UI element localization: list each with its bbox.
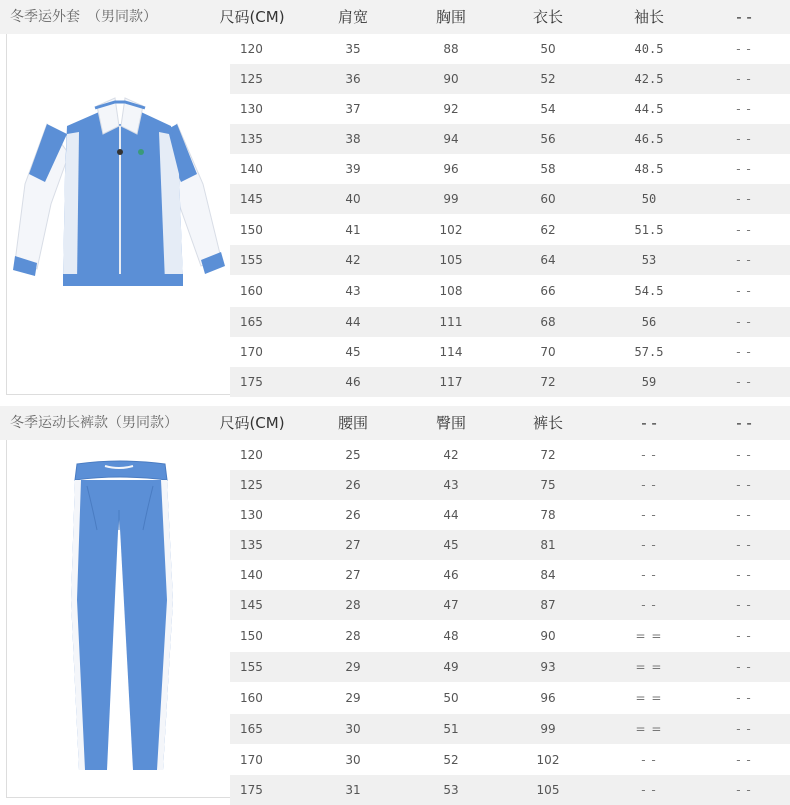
cell-chest: 105 <box>439 253 463 267</box>
cell-size: 160 <box>240 284 263 298</box>
table-row <box>230 714 790 744</box>
cell-shoulder: 38 <box>345 132 361 146</box>
cell-length: 68 <box>540 315 556 329</box>
pants-header-length: 裤长 <box>532 414 564 432</box>
cell-hip: 50 <box>443 691 459 705</box>
jacket-header-size: 尺码(CM) <box>219 8 285 26</box>
cell-chest: 102 <box>439 223 463 237</box>
cell-hip: 45 <box>443 538 459 552</box>
cell-blank: - - <box>736 783 752 797</box>
cell-waist: 27 <box>345 568 361 582</box>
cell-blank: - - <box>736 192 752 206</box>
table-row <box>230 440 790 470</box>
jacket-table-header <box>0 0 790 34</box>
cell-hip: 49 <box>443 660 459 674</box>
cell-length: 105 <box>536 783 560 797</box>
cell-length: 72 <box>540 448 556 462</box>
cell-sleeve: 50 <box>641 192 657 206</box>
cell-chest: 117 <box>439 375 463 389</box>
cell-length: 96 <box>540 691 556 705</box>
cell-hip: 53 <box>443 783 459 797</box>
cell-size: 175 <box>240 375 263 389</box>
cell-blank: - - <box>736 660 752 674</box>
cell-sleeve: 57.5 <box>634 345 664 359</box>
cell-blank: = = <box>635 660 663 674</box>
pants-illustration <box>7 440 231 797</box>
cell-blank: - - <box>736 629 752 643</box>
pants-header-waist: 腰围 <box>337 414 369 432</box>
table-row <box>230 64 790 94</box>
jacket-header-shoulder: 肩宽 <box>337 8 369 26</box>
cell-length: 50 <box>540 42 556 56</box>
cell-sleeve: 53 <box>641 253 657 267</box>
cell-sleeve: 42.5 <box>634 72 664 86</box>
cell-blank: - - <box>736 753 752 767</box>
cell-blank: - - <box>736 162 752 176</box>
cell-blank: - - <box>641 508 657 522</box>
cell-size: 155 <box>240 660 263 674</box>
jacket-image <box>6 34 231 395</box>
cell-blank: - - <box>736 284 752 298</box>
jacket-header-blank: - - <box>736 8 752 26</box>
cell-size: 140 <box>240 162 263 176</box>
cell-blank: - - <box>736 508 752 522</box>
cell-size: 175 <box>240 783 263 797</box>
cell-waist: 28 <box>345 629 361 643</box>
table-row <box>230 307 790 337</box>
cell-blank: - - <box>736 478 752 492</box>
cell-waist: 28 <box>345 598 361 612</box>
cell-waist: 26 <box>345 478 361 492</box>
cell-sleeve: 48.5 <box>634 162 664 176</box>
jacket-section-title: 冬季运外套 （男同款） <box>10 9 157 25</box>
cell-shoulder: 45 <box>345 345 361 359</box>
cell-chest: 96 <box>443 162 459 176</box>
cell-sleeve: 59 <box>641 375 657 389</box>
cell-shoulder: 46 <box>345 375 361 389</box>
cell-shoulder: 42 <box>345 253 361 267</box>
cell-shoulder: 36 <box>345 72 361 86</box>
cell-hip: 42 <box>443 448 459 462</box>
cell-sleeve: 54.5 <box>634 284 664 298</box>
table-row <box>230 775 790 805</box>
cell-blank: - - <box>641 568 657 582</box>
cell-size: 125 <box>240 72 263 86</box>
table-row <box>230 560 790 590</box>
cell-size: 165 <box>240 722 263 736</box>
table-row <box>230 745 790 775</box>
table-row <box>230 621 790 651</box>
cell-blank: - - <box>736 345 752 359</box>
cell-length: 56 <box>540 132 556 146</box>
table-row <box>230 245 790 275</box>
table-row <box>230 590 790 620</box>
cell-blank: - - <box>641 478 657 492</box>
pants-size-section <box>0 406 790 799</box>
cell-blank: - - <box>641 753 657 767</box>
cell-waist: 30 <box>345 722 361 736</box>
table-row <box>230 184 790 214</box>
cell-length: 93 <box>540 660 556 674</box>
cell-hip: 43 <box>443 478 459 492</box>
cell-blank: - - <box>736 568 752 582</box>
cell-length: 99 <box>540 722 556 736</box>
cell-blank: = = <box>635 691 663 705</box>
cell-chest: 99 <box>443 192 459 206</box>
cell-blank: - - <box>736 132 752 146</box>
cell-length: 62 <box>540 223 556 237</box>
cell-shoulder: 43 <box>345 284 361 298</box>
cell-blank: = = <box>635 722 663 736</box>
cell-size: 120 <box>240 448 263 462</box>
cell-blank: - - <box>736 538 752 552</box>
cell-length: 60 <box>540 192 556 206</box>
cell-length: 52 <box>540 72 556 86</box>
cell-size: 170 <box>240 753 263 767</box>
table-row <box>230 124 790 154</box>
cell-size: 140 <box>240 568 263 582</box>
cell-length: 90 <box>540 629 556 643</box>
pants-header-hip: 臀围 <box>435 414 467 432</box>
cell-length: 66 <box>540 284 556 298</box>
cell-size: 155 <box>240 253 263 267</box>
table-row <box>230 530 790 560</box>
cell-length: 87 <box>540 598 556 612</box>
cell-sleeve: 56 <box>641 315 657 329</box>
cell-blank: - - <box>736 223 752 237</box>
cell-blank: - - <box>641 448 657 462</box>
table-row <box>230 276 790 306</box>
cell-shoulder: 37 <box>345 102 361 116</box>
cell-length: 75 <box>540 478 556 492</box>
cell-chest: 90 <box>443 72 459 86</box>
cell-hip: 46 <box>443 568 459 582</box>
cell-size: 145 <box>240 192 263 206</box>
cell-chest: 88 <box>443 42 459 56</box>
jacket-size-section <box>0 0 790 396</box>
cell-blank: - - <box>641 598 657 612</box>
cell-chest: 108 <box>439 284 463 298</box>
cell-waist: 31 <box>345 783 361 797</box>
cell-size: 170 <box>240 345 263 359</box>
cell-waist: 26 <box>345 508 361 522</box>
cell-size: 130 <box>240 102 263 116</box>
cell-waist: 27 <box>345 538 361 552</box>
cell-blank: - - <box>736 253 752 267</box>
cell-length: 70 <box>540 345 556 359</box>
cell-hip: 47 <box>443 598 459 612</box>
pants-header-blank-1: - - <box>641 414 657 432</box>
cell-sleeve: 51.5 <box>634 223 664 237</box>
cell-waist: 29 <box>345 691 361 705</box>
cell-sleeve: 40.5 <box>634 42 664 56</box>
cell-shoulder: 44 <box>345 315 361 329</box>
table-row <box>230 94 790 124</box>
cell-blank: - - <box>736 315 752 329</box>
cell-shoulder: 39 <box>345 162 361 176</box>
cell-length: 78 <box>540 508 556 522</box>
cell-length: 102 <box>536 753 560 767</box>
cell-size: 135 <box>240 132 263 146</box>
pants-section-title: 冬季运动长裤款（男同款） <box>10 415 178 431</box>
cell-hip: 51 <box>443 722 459 736</box>
cell-blank: - - <box>641 538 657 552</box>
cell-length: 81 <box>540 538 556 552</box>
cell-size: 165 <box>240 315 263 329</box>
jacket-header-chest: 胸围 <box>435 8 467 26</box>
cell-shoulder: 40 <box>345 192 361 206</box>
cell-size: 150 <box>240 629 263 643</box>
cell-shoulder: 41 <box>345 223 361 237</box>
cell-blank: - - <box>736 598 752 612</box>
cell-size: 145 <box>240 598 263 612</box>
table-row <box>230 652 790 682</box>
table-row <box>230 470 790 500</box>
table-row <box>230 683 790 713</box>
cell-blank: - - <box>641 783 657 797</box>
pants-image <box>6 440 231 798</box>
cell-size: 135 <box>240 538 263 552</box>
jacket-header-sleeve: 袖长 <box>633 8 665 26</box>
cell-shoulder: 35 <box>345 42 361 56</box>
cell-length: 72 <box>540 375 556 389</box>
cell-chest: 114 <box>439 345 463 359</box>
table-row <box>230 154 790 184</box>
cell-hip: 52 <box>443 753 459 767</box>
table-row <box>230 215 790 245</box>
pants-header-size: 尺码(CM) <box>219 414 285 432</box>
jacket-header-length: 衣长 <box>532 8 564 26</box>
cell-length: 58 <box>540 162 556 176</box>
pants-table-header <box>0 406 790 440</box>
cell-chest: 94 <box>443 132 459 146</box>
cell-blank: - - <box>736 375 752 389</box>
pants-header-blank-2: - - <box>736 414 752 432</box>
cell-waist: 29 <box>345 660 361 674</box>
cell-blank: - - <box>736 448 752 462</box>
cell-hip: 44 <box>443 508 459 522</box>
table-row <box>230 367 790 397</box>
table-row <box>230 500 790 530</box>
cell-size: 160 <box>240 691 263 705</box>
cell-waist: 25 <box>345 448 361 462</box>
cell-waist: 30 <box>345 753 361 767</box>
cell-chest: 92 <box>443 102 459 116</box>
cell-length: 84 <box>540 568 556 582</box>
cell-chest: 111 <box>439 315 463 329</box>
cell-size: 120 <box>240 42 263 56</box>
cell-blank: - - <box>736 691 752 705</box>
cell-size: 130 <box>240 508 263 522</box>
cell-length: 54 <box>540 102 556 116</box>
table-row <box>230 337 790 367</box>
cell-blank: - - <box>736 102 752 116</box>
cell-sleeve: 44.5 <box>634 102 664 116</box>
cell-blank: - - <box>736 722 752 736</box>
cell-size: 150 <box>240 223 263 237</box>
cell-size: 125 <box>240 478 263 492</box>
cell-blank: - - <box>736 42 752 56</box>
cell-blank: = = <box>635 629 663 643</box>
cell-blank: - - <box>736 72 752 86</box>
cell-length: 64 <box>540 253 556 267</box>
cell-hip: 48 <box>443 629 459 643</box>
table-row <box>230 34 790 64</box>
cell-sleeve: 46.5 <box>634 132 664 146</box>
jacket-illustration <box>7 34 231 394</box>
